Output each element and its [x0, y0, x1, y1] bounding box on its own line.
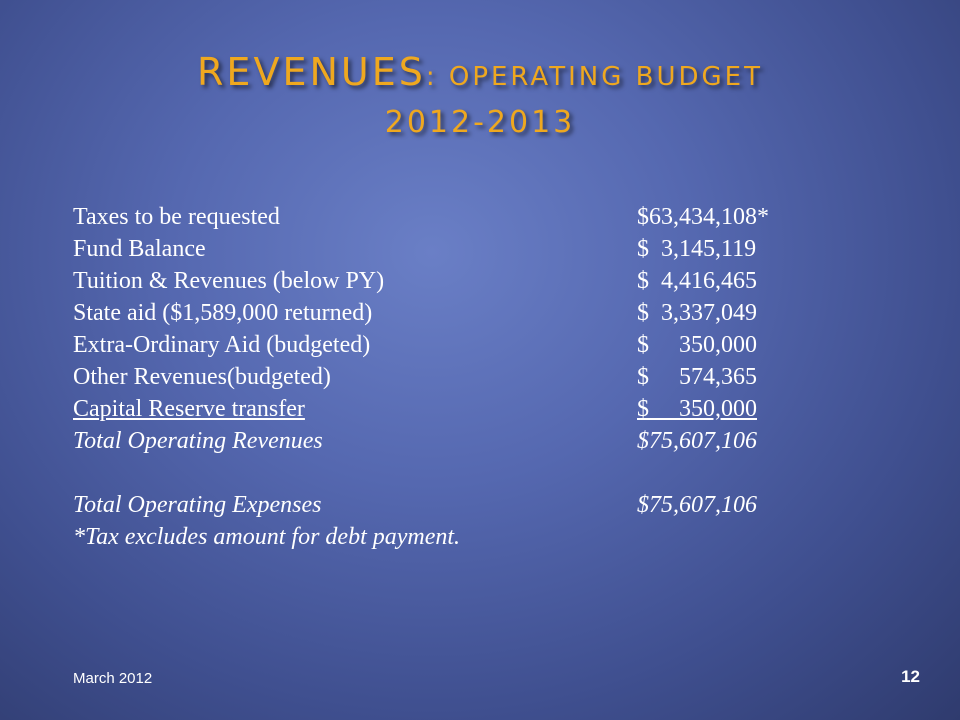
row-amount: $ 4,416,465 — [637, 268, 757, 294]
row-label: Other Revenues(budgeted) — [73, 364, 331, 390]
row-amount: $ 3,145,119 — [637, 236, 757, 262]
row-amount: $63,434,108* — [637, 204, 769, 230]
budget-row — [73, 329, 793, 361]
budget-row — [73, 393, 793, 425]
row-amount: $75,607,106 — [637, 492, 757, 518]
title-main: REVENUES — [197, 50, 426, 94]
budget-table — [73, 201, 793, 553]
total-expenses-row — [73, 489, 793, 521]
footer-date: March 2012 — [73, 670, 153, 687]
budget-row — [73, 361, 793, 393]
row-label: Fund Balance — [73, 236, 206, 262]
row-label: Taxes to be requested — [73, 204, 280, 230]
budget-row — [73, 297, 793, 329]
slide-title — [150, 50, 810, 143]
row-label: Capital Reserve transfer — [73, 396, 305, 422]
title-subtitle: : OPERATING BUDGET — [425, 62, 763, 92]
footnote-text: *Tax excludes amount for debt payment. — [73, 524, 461, 550]
row-label: Extra-Ordinary Aid (budgeted) — [73, 332, 371, 358]
title-line — [150, 50, 810, 99]
row-amount: $ 350,000 — [637, 396, 757, 422]
row-label: State aid ($1,589,000 returned) — [73, 300, 373, 326]
budget-row — [73, 233, 793, 265]
row-amount: $ 3,337,049 — [637, 300, 757, 326]
row-label: Total Operating Revenues — [73, 428, 323, 454]
total-revenues-row — [73, 425, 793, 457]
footnote-row — [73, 521, 793, 553]
title-year: 2012-2013 — [384, 105, 576, 140]
row-label: Tuition & Revenues (below PY) — [73, 268, 385, 294]
row-label: Total Operating Expenses — [73, 492, 322, 518]
budget-row — [73, 201, 793, 233]
row-amount: $ 350,000 — [637, 332, 757, 358]
row-amount: $ 574,365 — [637, 364, 757, 390]
budget-row — [73, 265, 793, 297]
page-number: 12 — [901, 667, 920, 686]
row-amount: $75,607,106 — [637, 428, 757, 454]
